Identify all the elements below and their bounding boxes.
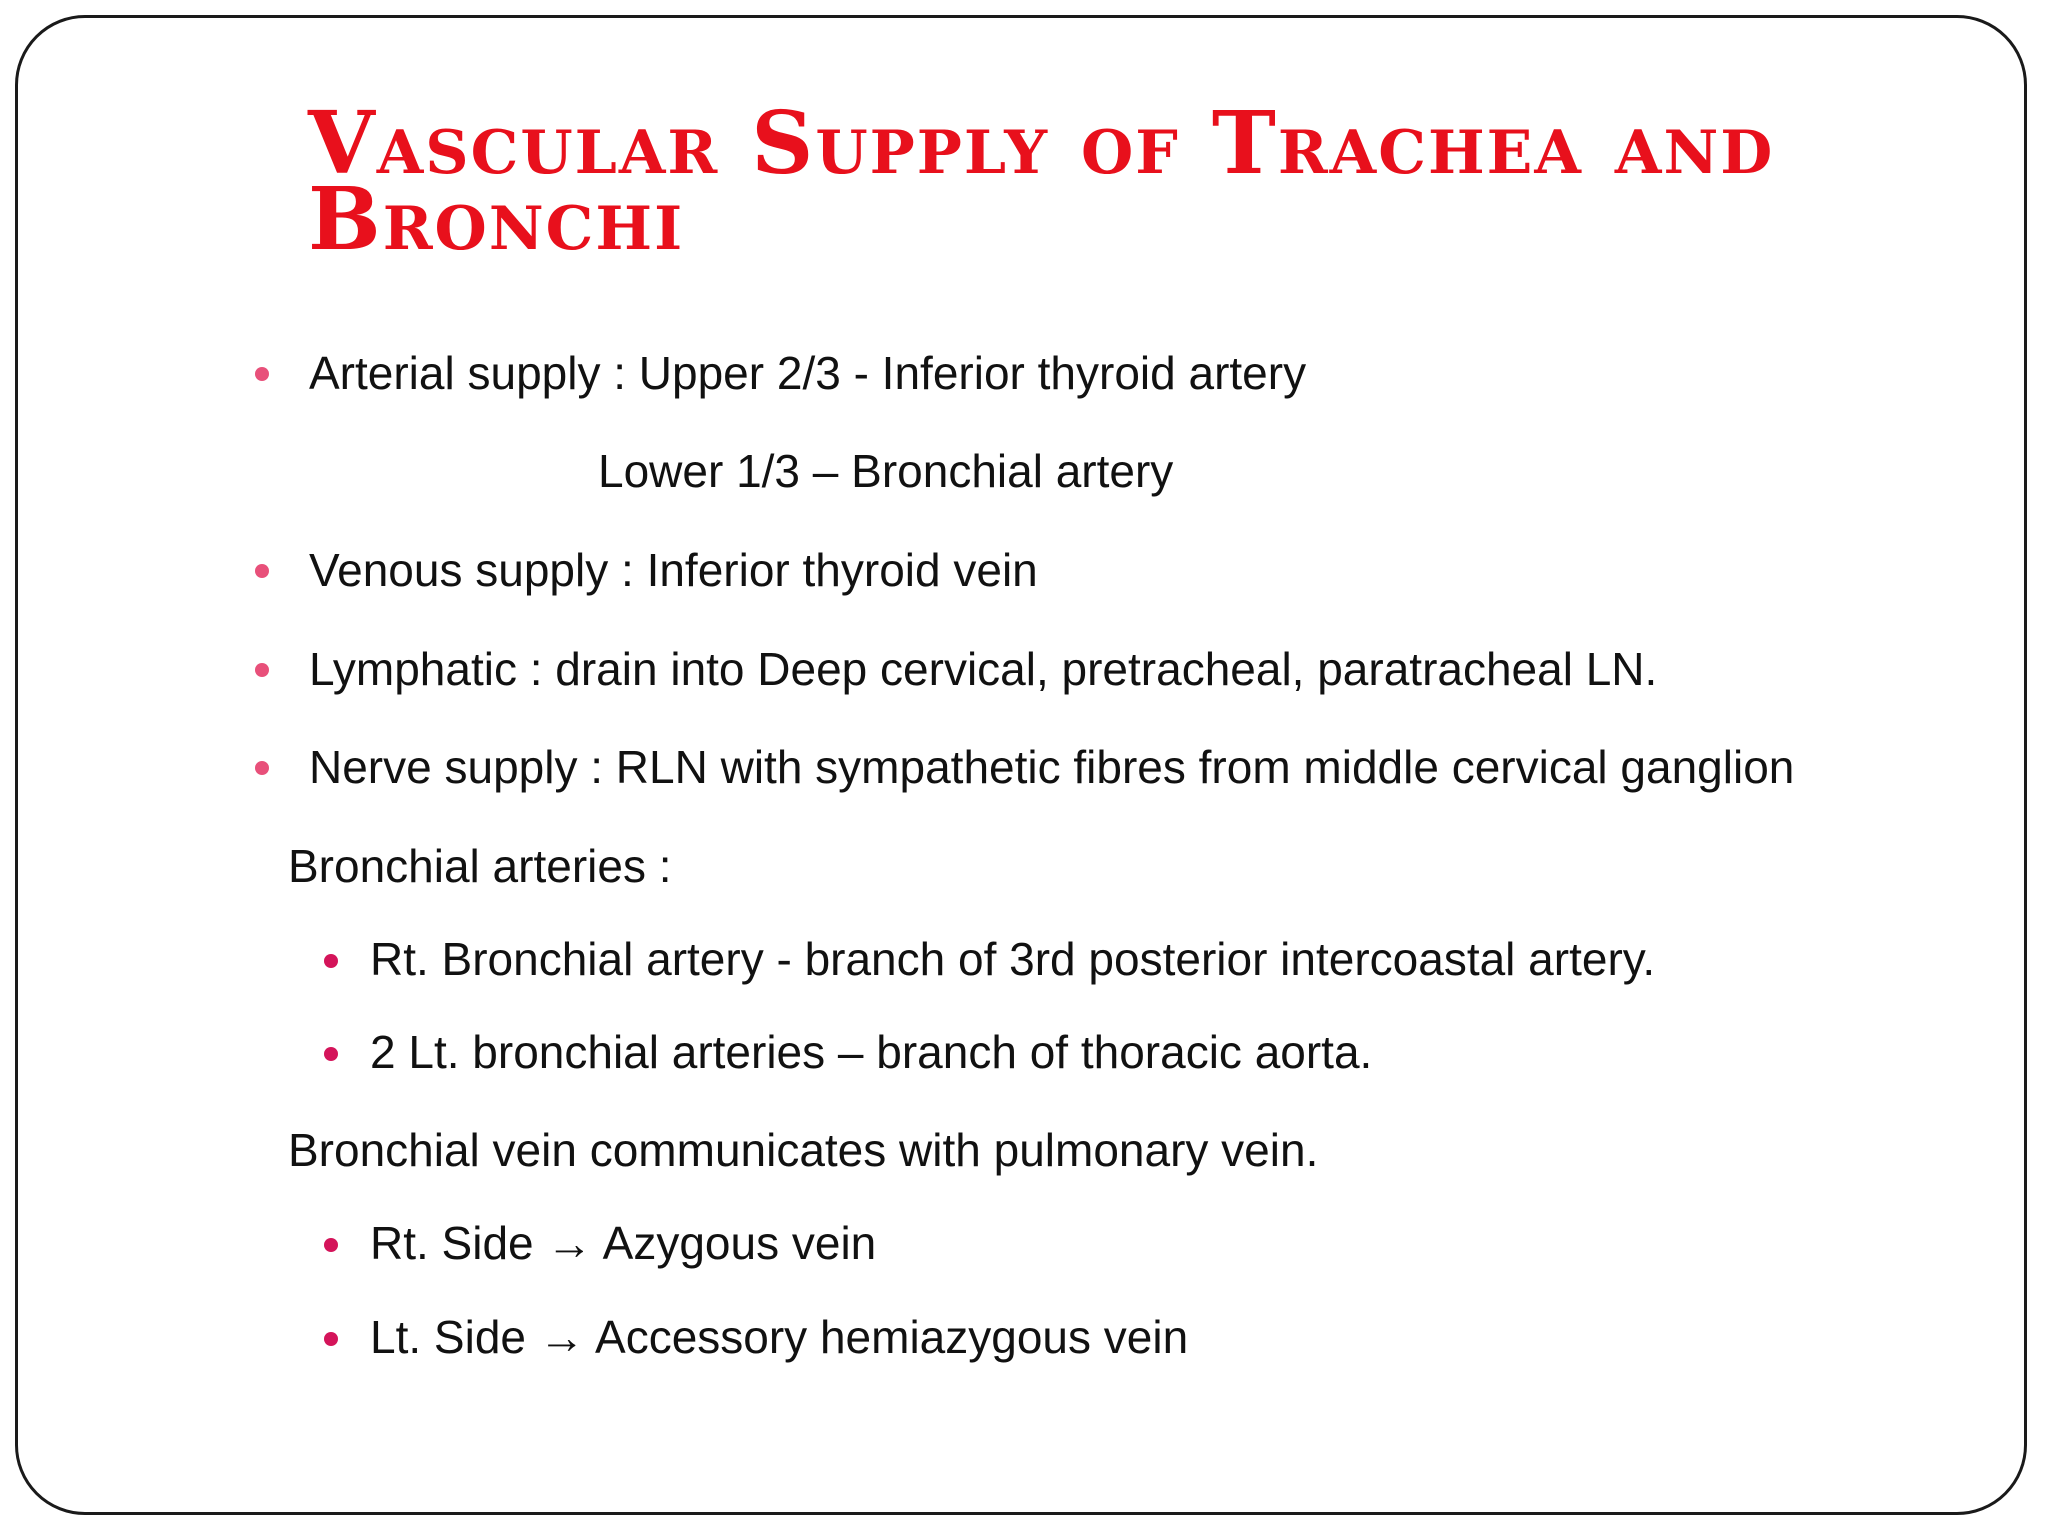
bullet-icon [324, 1332, 338, 1346]
arterial-supply-item: Arterial supply : Upper 2/3 - Inferior thyroid artery [309, 347, 1307, 399]
bullet-icon [324, 954, 338, 968]
bullet-icon [324, 1238, 338, 1252]
bullet-icon [255, 761, 269, 775]
lymphatic-item: Lymphatic : drain into Deep cervical, pretracheal, paratracheal LN. [309, 643, 1658, 695]
bullet-icon [255, 663, 269, 677]
left-side-vein-item: Lt. Side → Accessory hemiazygous vein [370, 1311, 1189, 1363]
venous-supply-item: Venous supply : Inferior thyroid vein [309, 544, 1038, 596]
bullet-icon [255, 367, 269, 381]
bronchial-vein-heading: Bronchial vein communicates with pulmonary vein. [288, 1124, 1319, 1176]
slide-title: Vascular Supply of Trachea and Bronchi [308, 93, 1775, 270]
nerve-supply-item: Nerve supply : RLN with sympathetic fibres from middle cervical ganglion [309, 741, 1795, 793]
bullet-icon [255, 564, 269, 578]
bullet-icon [324, 1047, 338, 1061]
bronchial-arteries-heading: Bronchial arteries : [288, 840, 672, 892]
arterial-supply-continuation: Lower 1/3 – Bronchial artery [598, 445, 1174, 497]
right-bronchial-artery-item: Rt. Bronchial artery - branch of 3rd posterior intercoastal artery. [370, 933, 1656, 985]
right-side-vein-item: Rt. Side → Azygous vein [370, 1217, 877, 1269]
slide [15, 15, 2027, 1515]
left-bronchial-arteries-item: 2 Lt. bronchial arteries – branch of thoracic aorta. [370, 1026, 1373, 1078]
